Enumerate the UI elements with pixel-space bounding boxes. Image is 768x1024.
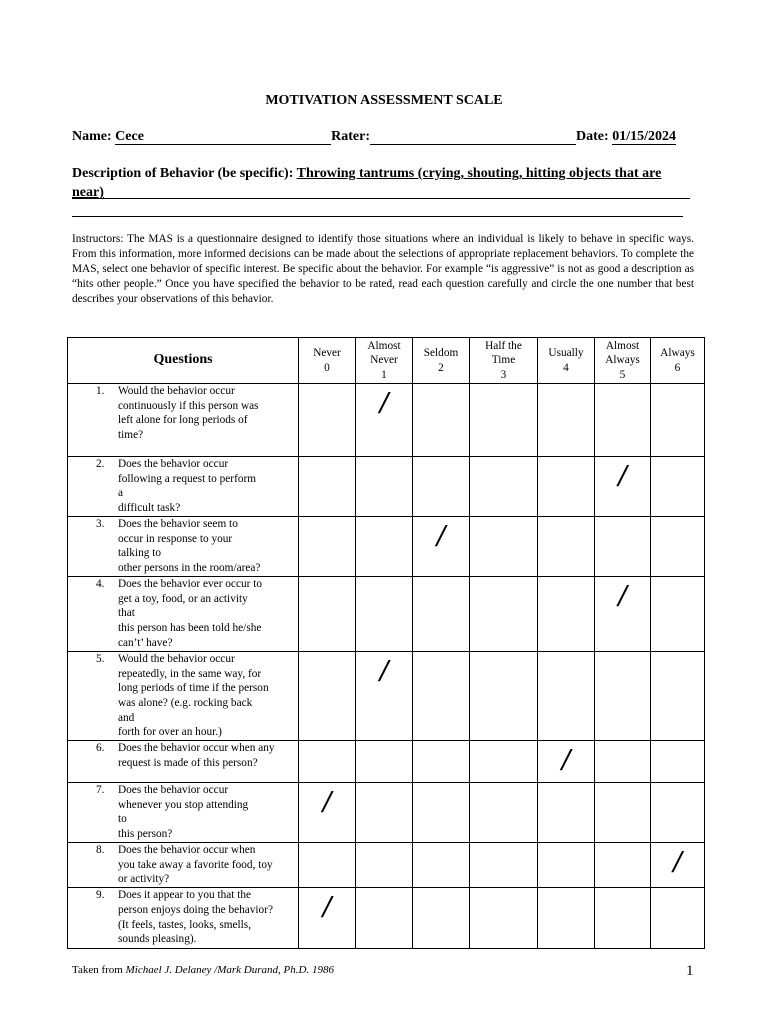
rating-cell-2[interactable] — [413, 783, 470, 843]
selected-mark: / — [618, 580, 627, 611]
rating-cell-0[interactable] — [299, 741, 356, 783]
rating-cell-5[interactable] — [595, 576, 651, 651]
question-text-line: get a toy, food, or an activity — [118, 592, 248, 605]
rating-cell-2[interactable] — [413, 384, 470, 457]
rating-cell-1[interactable] — [356, 457, 413, 517]
description-value[interactable]: Throwing tantrums (crying, shouting, hitting objects that are near) — [72, 166, 662, 200]
question-number: 9. — [96, 889, 105, 902]
name-label: Name: — [72, 129, 112, 144]
question-text-line: occur in response to your — [118, 532, 233, 545]
rating-cell-4[interactable] — [538, 888, 595, 949]
question-text-line: Does it appear to you that the — [118, 889, 252, 902]
column-header-0 — [299, 338, 356, 384]
column-score: 2 — [438, 361, 444, 374]
rating-cell-4[interactable] — [538, 516, 595, 576]
rating-cell-4[interactable] — [538, 783, 595, 843]
rating-cell-6[interactable] — [651, 741, 705, 783]
column-label-line2: Never — [370, 354, 398, 367]
column-label-line1: Almost — [367, 339, 401, 352]
question-text-line: sounds pleasing). — [118, 933, 197, 946]
question-text-line: whenever you stop attending — [118, 798, 249, 811]
question-text-line: Does the behavior occur when any — [118, 742, 275, 755]
form-title: MOTIVATION ASSESSMENT SCALE — [265, 93, 503, 108]
question-cell — [68, 888, 299, 949]
column-label-line2: Seldom — [423, 347, 459, 359]
rating-cell-5[interactable] — [595, 457, 651, 517]
rating-cell-6[interactable] — [651, 783, 705, 843]
rating-cell-0[interactable] — [299, 843, 356, 888]
question-number: 6. — [96, 742, 105, 755]
rating-cell-6[interactable] — [651, 843, 705, 888]
rating-cell-4[interactable] — [538, 457, 595, 517]
rating-cell-1[interactable] — [356, 783, 413, 843]
question-number: 2. — [96, 458, 105, 470]
column-label-line2: Time — [491, 354, 516, 367]
rating-cell-0[interactable] — [299, 651, 356, 740]
question-row — [68, 741, 705, 783]
question-text-line: long periods of time if the person — [118, 682, 269, 695]
question-text-line: a — [118, 487, 124, 500]
rating-cell-1[interactable] — [356, 576, 413, 651]
description-blank-line[interactable] — [72, 216, 683, 217]
question-text-line: Does the behavior occur — [118, 458, 229, 470]
column-score: 4 — [563, 361, 569, 374]
rating-cell-5[interactable] — [595, 651, 651, 740]
column-header-6 — [651, 338, 705, 384]
rating-cell-1[interactable] — [356, 741, 413, 783]
rating-cell-4[interactable] — [538, 651, 595, 740]
rating-cell-2[interactable] — [413, 741, 470, 783]
rating-cell-5[interactable] — [595, 888, 651, 949]
rater-label: Rater: — [331, 129, 371, 144]
rating-cell-3[interactable] — [470, 576, 538, 651]
page-number: 1 — [686, 963, 694, 979]
column-score: 6 — [674, 361, 681, 374]
question-text-line: forth for over an hour.) — [118, 726, 222, 739]
question-row — [68, 384, 705, 457]
rating-cell-3[interactable] — [470, 516, 538, 576]
question-text-line: or activity? — [118, 873, 170, 886]
rating-cell-3[interactable] — [470, 741, 538, 783]
selected-mark: / — [673, 847, 682, 878]
column-label-line2: Never — [313, 347, 341, 359]
question-text-line: other persons in the room/area? — [118, 561, 261, 574]
question-text-line: continuously if this person was — [118, 399, 259, 412]
rating-cell-1[interactable] — [356, 516, 413, 576]
rating-cell-4[interactable] — [538, 741, 595, 783]
footer-source: Michael J. Delaney /Mark Durand, Ph.D. 1986 — [125, 964, 334, 976]
rating-cell-0[interactable] — [299, 783, 356, 843]
question-text-line: and — [118, 711, 135, 724]
question-text — [118, 384, 294, 443]
rating-cell-1[interactable] — [356, 888, 413, 949]
rating-cell-2[interactable] — [413, 651, 470, 740]
question-cell — [68, 783, 299, 843]
date-value: 01/15/2024 — [612, 129, 676, 144]
name-field[interactable] — [115, 129, 331, 145]
rating-cell-2[interactable] — [413, 888, 470, 949]
rating-cell-3[interactable] — [470, 457, 538, 517]
selected-mark: / — [379, 388, 389, 418]
question-row — [68, 576, 705, 651]
source-footer — [72, 964, 334, 976]
rating-cell-2[interactable] — [413, 516, 470, 576]
rating-cell-5[interactable] — [595, 384, 651, 457]
question-row — [68, 457, 705, 517]
question-text-line: left alone for long periods of — [118, 414, 248, 427]
header-row — [72, 129, 692, 145]
question-cell — [68, 384, 299, 457]
question-text — [118, 517, 294, 576]
behavior-description — [72, 164, 694, 202]
question-text-line: this person? — [118, 828, 173, 841]
table-body — [68, 384, 705, 949]
column-header-4 — [538, 338, 595, 384]
selected-mark: / — [322, 787, 332, 818]
assessment-table — [67, 337, 705, 949]
question-text-line: Would the behavior occur — [118, 385, 235, 397]
rating-cell-4[interactable] — [538, 576, 595, 651]
question-text-line: time? — [118, 429, 144, 442]
question-text-line: you take away a favorite food, toy — [118, 858, 273, 871]
question-row — [68, 843, 705, 888]
rating-cell-0[interactable] — [299, 457, 356, 517]
question-text-line: (It feels, tastes, looks, smells, — [118, 918, 252, 931]
rating-cell-5[interactable] — [595, 516, 651, 576]
rating-cell-3[interactable] — [470, 783, 538, 843]
question-cell — [68, 457, 299, 517]
rating-cell-6[interactable] — [651, 888, 705, 949]
name-value: Cece — [115, 129, 144, 144]
column-score: 5 — [619, 368, 626, 381]
rating-cell-3[interactable] — [470, 843, 538, 888]
question-number: 3. — [96, 517, 105, 530]
column-score: 1 — [381, 368, 387, 381]
description-underline — [72, 198, 690, 199]
rating-cell-6[interactable] — [651, 576, 705, 651]
question-text — [118, 843, 294, 887]
question-text — [118, 741, 294, 770]
question-number: 4. — [96, 577, 105, 590]
selected-mark: / — [618, 461, 627, 491]
rater-field[interactable] — [370, 144, 576, 145]
rating-cell-2[interactable] — [413, 457, 470, 517]
instructions-text: Instructors: The MAS is a questionnaire designed to identify those situations where an individual is likely to behave in specific ways. From this information, more informed decisions can be made about the selections of appropriate replacement behaviors. To complete the MAS, select one behavior of specific interest. Be specific about the behavior. For example “is aggressive” is not as good a description as “hits other people.” Once you have specified the behavior to be rated, read each question carefully and circle the one number that best describes your observations of this behavior. — [72, 233, 694, 305]
selected-mark: / — [379, 655, 389, 686]
question-row — [68, 651, 705, 740]
rating-cell-0[interactable] — [299, 516, 356, 576]
date-field[interactable] — [612, 129, 676, 145]
rating-cell-1[interactable] — [356, 843, 413, 888]
question-text-line: request is made of this person? — [118, 756, 258, 769]
selected-mark: / — [561, 745, 571, 776]
column-header-1 — [356, 338, 413, 384]
question-row — [68, 783, 705, 843]
column-header-3 — [470, 338, 538, 384]
column-header-5 — [595, 338, 651, 384]
question-text-line: this person has been told he/she — [118, 621, 262, 634]
rating-cell-5[interactable] — [595, 783, 651, 843]
questions-header: Questions — [68, 338, 299, 384]
column-score: 0 — [324, 361, 330, 374]
rating-cell-0[interactable] — [299, 888, 356, 949]
rating-cell-2[interactable] — [413, 576, 470, 651]
column-header-2 — [413, 338, 470, 384]
question-text — [118, 888, 294, 947]
question-number: 8. — [96, 844, 105, 857]
rating-cell-5[interactable] — [595, 843, 651, 888]
question-text-line: was alone? (e.g. rocking back — [118, 696, 253, 709]
rating-cell-1[interactable] — [356, 651, 413, 740]
question-text-line: Does the behavior ever occur to — [118, 577, 262, 590]
rating-cell-6[interactable] — [651, 384, 705, 457]
rating-cell-6[interactable] — [651, 457, 705, 517]
selected-mark: / — [322, 892, 332, 923]
selected-mark: / — [436, 520, 446, 551]
question-text — [118, 457, 294, 516]
question-cell — [68, 843, 299, 888]
rating-cell-4[interactable] — [538, 843, 595, 888]
question-cell — [68, 516, 299, 576]
question-text — [118, 652, 294, 740]
rating-cell-6[interactable] — [651, 516, 705, 576]
question-cell — [68, 576, 299, 651]
question-text-line: difficult task? — [118, 502, 181, 515]
rating-cell-0[interactable] — [299, 384, 356, 457]
question-text-line: to — [118, 813, 127, 826]
question-text-line: following a request to perform — [118, 472, 257, 485]
column-label-line1: Almost — [605, 339, 640, 352]
column-label-line2: Usually — [548, 347, 584, 359]
question-text-line: can’t’ have? — [118, 636, 173, 649]
question-number: 1. — [96, 385, 105, 397]
question-row — [68, 888, 705, 949]
footer-prefix: Taken from — [72, 964, 126, 976]
column-label-line1: Half the — [485, 339, 522, 352]
question-cell — [68, 741, 299, 783]
description-label: Description of Behavior (be specific): — [72, 166, 294, 181]
question-text-line: person enjoys doing the behavior? — [118, 903, 273, 916]
question-text — [118, 783, 294, 842]
rating-cell-4[interactable] — [538, 384, 595, 457]
rating-cell-3[interactable] — [470, 384, 538, 457]
rating-cell-0[interactable] — [299, 576, 356, 651]
column-label-line2: Always — [660, 347, 695, 359]
question-row — [68, 516, 705, 576]
question-text-line: Does the behavior occur — [118, 784, 229, 797]
question-text-line: Would the behavior occur — [118, 652, 235, 665]
column-label-line2: Always — [605, 354, 640, 367]
rating-cell-6[interactable] — [651, 651, 705, 740]
question-text-line: that — [118, 607, 135, 620]
date-label: Date: — [576, 129, 609, 144]
column-score: 3 — [500, 368, 507, 381]
question-number: 5. — [96, 652, 105, 665]
question-text — [118, 577, 294, 651]
table-header-row — [68, 338, 705, 384]
rating-cell-5[interactable] — [595, 741, 651, 783]
rating-cell-3[interactable] — [470, 888, 538, 949]
rating-cell-3[interactable] — [470, 651, 538, 740]
question-text-line: repeatedly, in the same way, for — [118, 667, 262, 680]
rating-cell-2[interactable] — [413, 843, 470, 888]
question-number: 7. — [96, 784, 105, 797]
rating-cell-1[interactable] — [356, 384, 413, 457]
question-text-line: Does the behavior seem to — [118, 517, 238, 530]
question-text-line: Does the behavior occur when — [118, 844, 256, 857]
question-text-line: talking to — [118, 547, 161, 560]
question-cell — [68, 651, 299, 740]
